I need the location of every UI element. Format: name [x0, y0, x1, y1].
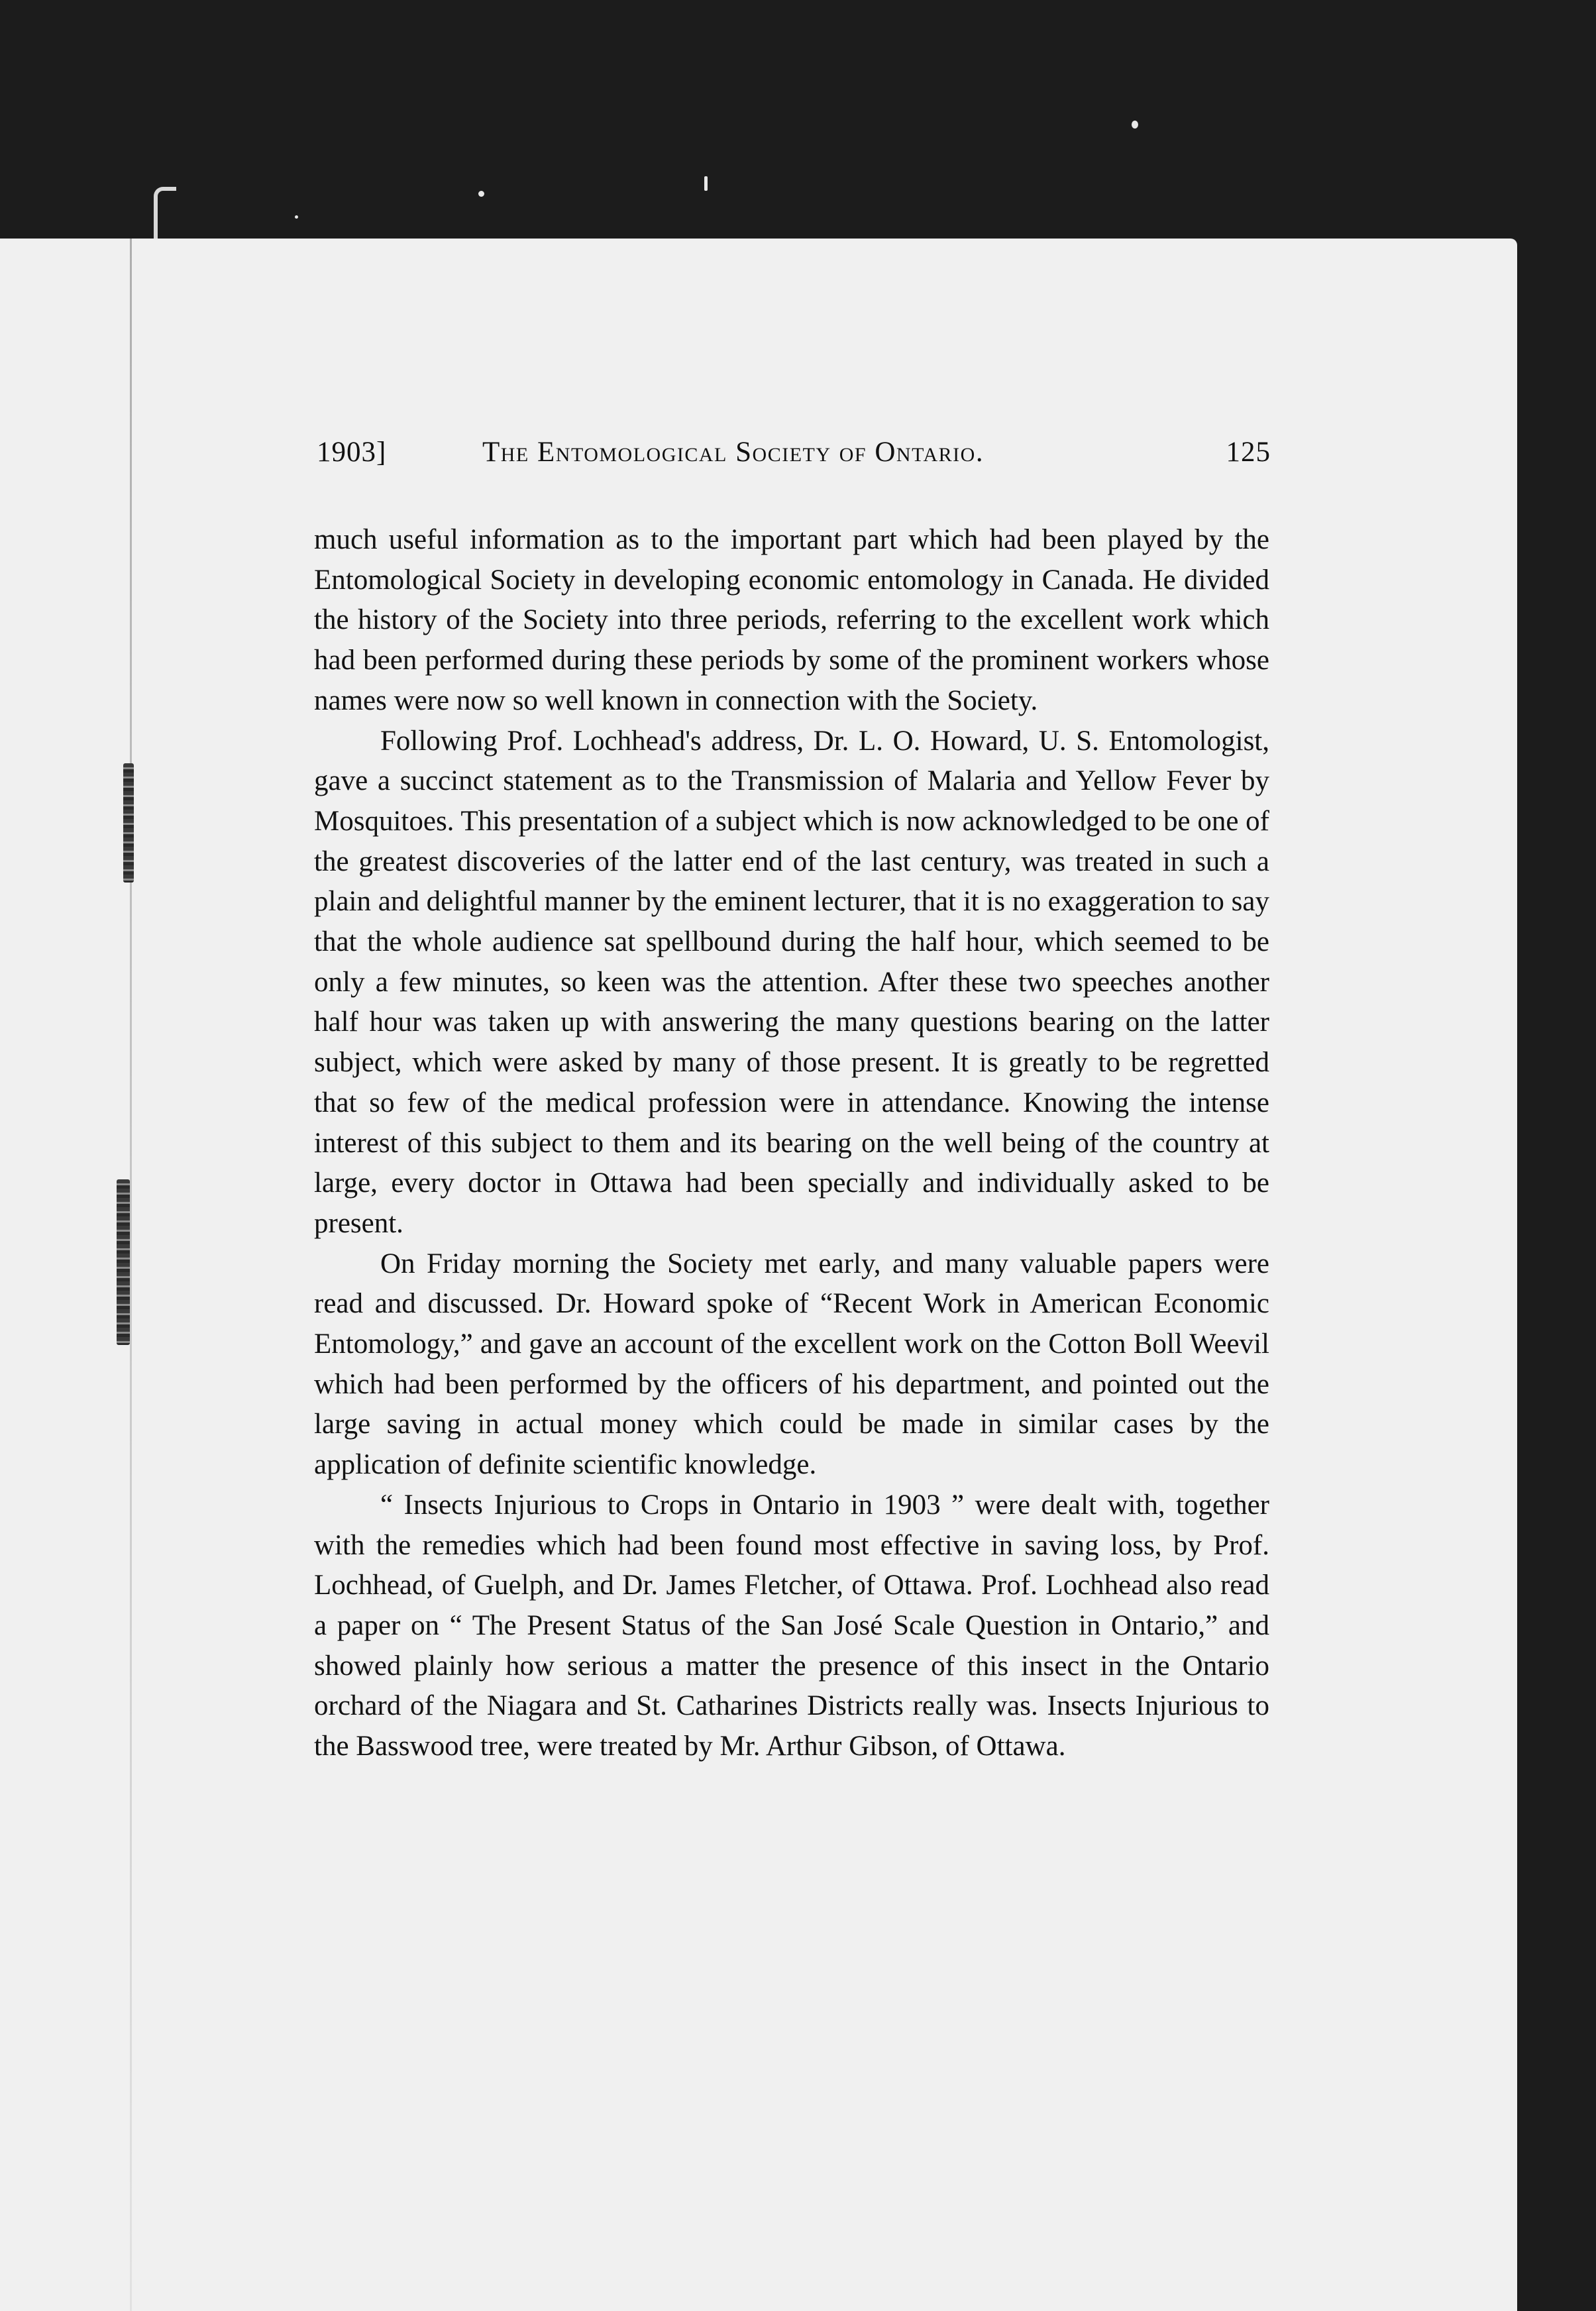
paper-sheet: [0, 239, 1517, 2311]
paragraph: Following Prof. Lochhead's address, Dr. L. O. Howard, U. S. Entomologist, gave a succinct statement as to the Transmission of Malaria and Yellow Fever by Mosquitoes. This presentation of a subject which is now acknowledged to be one of the greatest discoveries of the latter end of the last century, was treated in such a plain and delightful manner by the eminent lecturer, that it is no exaggeration to say that the whole audience sat spellbound during the half hour, which seemed to be only a few minutes, so keen was the attention. After these two speeches another half hour was taken up with answering the many questions bearing on the latter subject, which were asked by many of those present. It is greatly to be regretted that so few of the medical profession were in attendance. Knowing the intense interest of this subject to them and its bearing on the well being of the country at large, every doctor in Ottawa had been specially and individually asked to be present.: [314, 725, 1269, 1239]
corner-scan-mark: [154, 187, 176, 244]
scan-speck: [295, 215, 298, 219]
paragraph: “ Insects Injurious to Crops in Ontario in 1903 ” were dealt with, together with the remedies which had been found most effective in saving loss, by Prof. Lochhead, of Guelph, and Dr. James Fletcher, of Ottawa. Prof. Lochhead also read a paper on “ The Present Status of the San José Scale Question in Ontario,” and showed plainly how serious a matter the presence of this insect in the Ontario orchard of the Niagara and St. Catharines Districts really was. Insects Injurious to the Basswood tree, were treated by Mr. Arthur Gibson, of Ottawa.: [314, 1489, 1269, 1762]
binding-thread-mark: [123, 763, 134, 883]
page-number: 125: [1226, 437, 1271, 468]
gutter-fold-line: [130, 239, 132, 2311]
scan-speck: [704, 176, 708, 191]
scan-speck: [478, 191, 484, 197]
binding-thread-mark: [117, 1179, 130, 1345]
journal-title: The Entomological Society of Ontario.: [482, 437, 984, 468]
paragraph: On Friday morning the Society met early, and many valuable papers were read and discussed. Dr. Howard spoke of “Recent Work in American Economic Entomology,” and gave an account of the excellent work on the Cotton Boll Weevil which had been performed by the officers of his department, and pointed out the large saving in actual money which could be made in similar cases by the application of definite scientific knowledge.: [314, 1248, 1269, 1481]
body-text: [314, 520, 1269, 1767]
header-year: 1903]: [317, 437, 387, 468]
running-header: [317, 436, 1271, 489]
scan-speck: [1132, 121, 1138, 129]
paragraph: much useful information as to the important part which had been played by the Entomological Society in developing economic entomology in Canada. He divided the history of the Society into three periods, referring to the excellent work which had been performed during these periods by some of the prominent workers whose names were now so well known in connection with the Society.: [314, 524, 1269, 716]
